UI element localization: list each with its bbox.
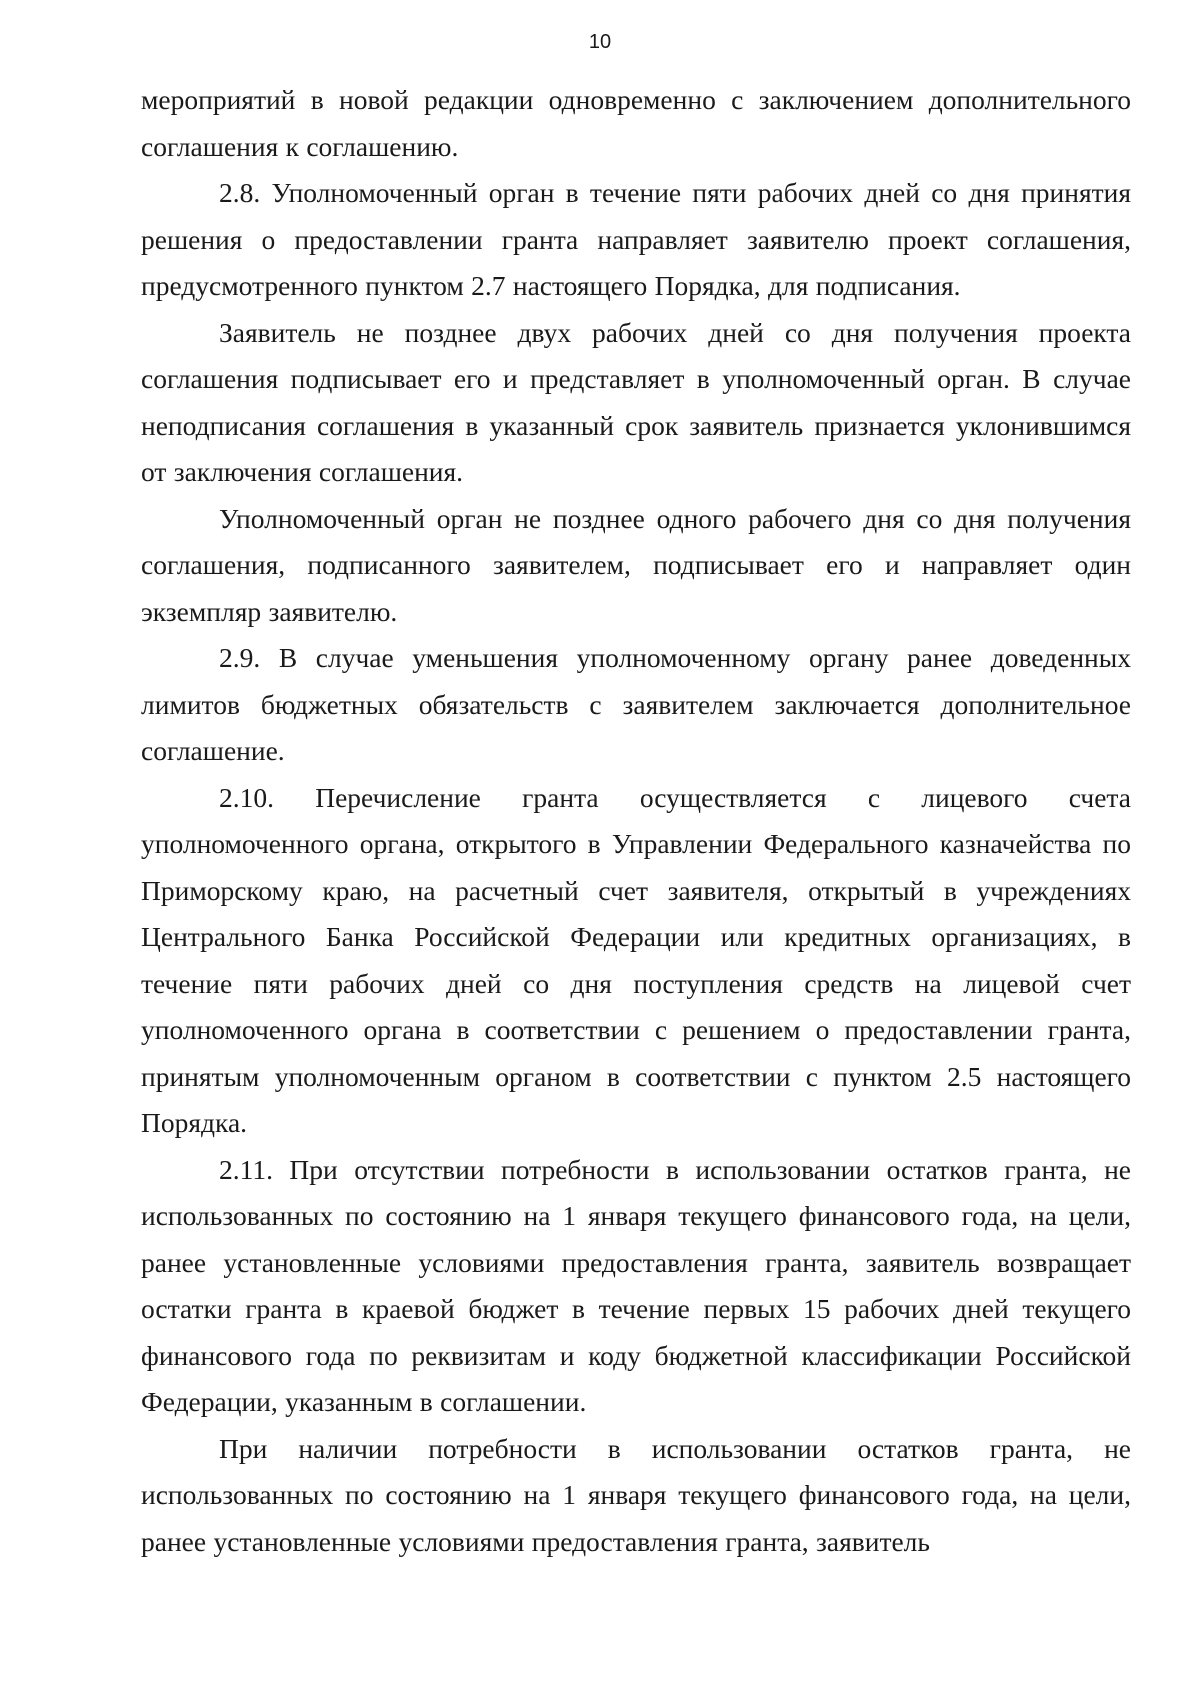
document-body: [141, 77, 1131, 1565]
paragraph-applicant-signing: Заявитель не позднее двух рабочих дней со дня получения проекта соглашения подписывает его и представляет в уполномоченный орган. В случае неподписания соглашения в указанный срок заявитель признается уклонившимся от заключения соглашения.: [141, 316, 1131, 487]
paragraph-2-9: 2.9. В случае уменьшения уполномоченному органу ранее доведенных лимитов бюджетных обязательств с заявителем заключается дополнительное соглашение.: [141, 642, 1131, 766]
page-number: 10: [588, 31, 612, 53]
paragraph-2-8: 2.8. Уполномоченный орган в течение пяти рабочих дней со дня принятия решения о предоставлении гранта направляет заявителю проект соглашения, предусмотренного пунктом 2.7 настоящего Порядка, для подписания.: [141, 177, 1131, 301]
paragraph-remaining-need: При наличии потребности в использовании остатков гранта, не использованных по состоянию на 1 января текущего финансового года, на цели, ранее установленные условиями предоставления гранта, заявитель: [141, 1432, 1131, 1557]
paragraph-2-11: 2.11. При отсутствии потребности в использовании остатков гранта, не использованных по состоянию на 1 января текущего финансового года, на цели, ранее установленные условиями предоставления гранта, заявитель возвращает остатки гранта в краевой бюджет в течение первых 15 рабочих дней текущего финансового года по реквизитам и коду бюджетной классификации Российской Федерации, указанным в соглашении.: [141, 1153, 1131, 1417]
paragraph-continuation: мероприятий в новой редакции одновременно с заключением дополнительного соглашения к соглашению.: [141, 84, 1131, 162]
paragraph-authority-signing: Уполномоченный орган не позднее одного рабочего дня со дня получения соглашения, подписанного заявителем, подписывает его и направляет один экземпляр заявителю.: [141, 502, 1131, 627]
paragraph-2-10: 2.10. Перечисление гранта осуществляется с лицевого счета уполномоченного органа, открытого в Управлении Федерального казначейства по Приморскому краю, на расчетный счет заявителя, открытый в учреждениях Центрального Банка Российской Федерации или кредитных организациях, в течение пяти рабочих дней со дня поступления средств на лицевой счет уполномоченного органа в соответствии с решением о предоставлении гранта, принятым уполномоченным органом в соответствии с пунктом 2.5 настоящего Порядка.: [141, 781, 1131, 1138]
